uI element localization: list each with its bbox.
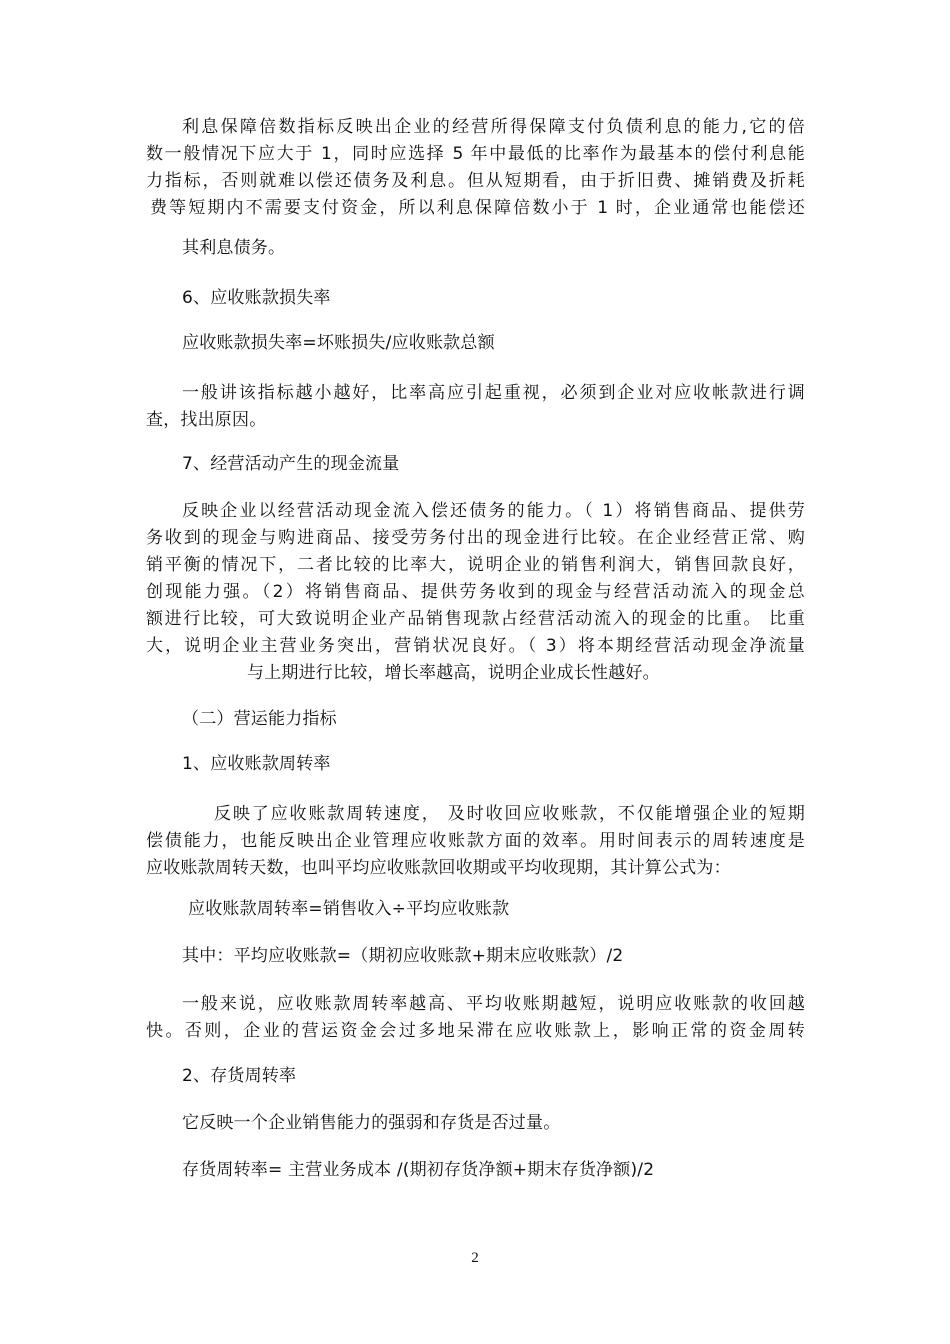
paragraph-line: 反映了应收账款周转速度， 及时收回应收账款，不仅能增强企业的短期: [214, 804, 805, 824]
paragraph-line: 一般来说，应收账款周转率越高、平均收账期越短，说明应收账款的收回越: [182, 994, 805, 1014]
paragraph-line: 快。否则，企业的营运资金会过多地呆滞在应收账款上，影响正常的资金周转: [146, 1021, 805, 1041]
formula-line: 其中：平均应收账款=（期初应收账款+期末应收账款）/2: [182, 946, 624, 966]
section-heading: 1、应收账款周转率: [182, 754, 331, 774]
paragraph-line: 大，说明企业主营业务突出，营销状况良好。（ 3）将本期经营活动现金净流量: [146, 636, 805, 656]
paragraph-line: 查，找出原因。: [146, 410, 267, 430]
page-number: 2: [471, 1250, 479, 1266]
formula-line: 存货周转率= 主营业务成本 /(期初存货净额+期末存货净额)/2: [182, 1160, 655, 1180]
paragraph-line: 偿债能力，也能反映出企业管理应收账款方面的效率。用时间表示的周转速度是: [146, 831, 805, 851]
section-heading: 6、应收账款损失率: [182, 288, 331, 308]
section-heading: （二）营运能力指标: [182, 709, 337, 729]
section-heading: 2、存货周转率: [182, 1066, 297, 1086]
formula-line: 应收账款损失率=坏账损失/应收账款总额: [182, 333, 495, 353]
paragraph-line: 一般讲该指标越小越好，比率高应引起重视，必须到企业对应收帐款进行调: [182, 383, 805, 403]
formula-line: 应收账款周转率=销售收入÷平均应收账款: [188, 899, 510, 919]
paragraph-line: 费等短期内不需要支付资金，所以利息保障倍数小于 1 时，企业通常也能偿还: [150, 198, 805, 218]
paragraph-line: 其利息债务。: [182, 238, 286, 258]
paragraph-line: 与上期进行比较，增长率越高，说明企业成长性越好。: [247, 663, 660, 683]
paragraph-line: 额进行比较，可大致说明企业产品销售现款占经营活动流入的现金的比重。 比重: [146, 609, 805, 629]
paragraph-line: 力指标，否则就难以偿还债务及利息。但从短期看，由于折旧费、摊销费及折耗: [146, 171, 805, 191]
paragraph-line: 数一般情况下应大于 1，同时应选择 5 年中最低的比率作为最基本的偿付利息能: [146, 144, 805, 164]
paragraph-line: 务收到的现金与购进商品、接受劳务付出的现金进行比较。在企业经营正常、购: [146, 528, 805, 548]
paragraph-line: 它反映一个企业销售能力的强弱和存货是否过量。: [182, 1113, 561, 1133]
paragraph-line: 应收账款周转天数，也叫平均应收账款回收期或平均收现期，其计算公式为：: [146, 858, 731, 878]
paragraph-line: 反映企业以经营活动现金流入偿还债务的能力。（ 1）将销售商品、提供劳: [182, 501, 805, 521]
paragraph-line: 利息保障倍数指标反映出企业的经营所得保障支付负债利息的能力,它的倍: [182, 117, 805, 137]
paragraph-line: 创现能力强。（2）将销售商品、提供劳务收到的现金与经营活动流入的现金总: [146, 582, 805, 602]
section-heading: 7、经营活动产生的现金流量: [182, 454, 400, 474]
paragraph-line: 销平衡的情况下，二者比较的比率大，说明企业的销售利润大，销售回款良好，: [146, 555, 805, 575]
